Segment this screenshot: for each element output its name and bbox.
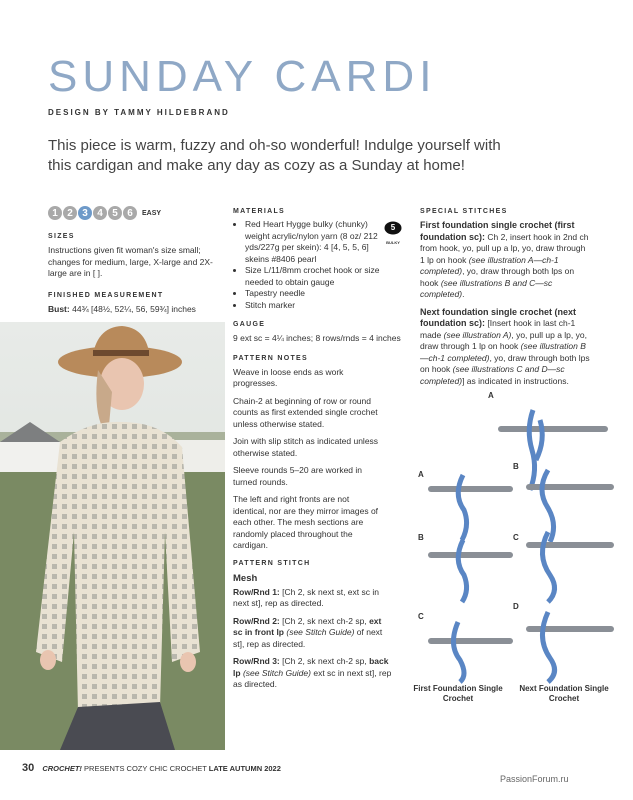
next-foundation-text — [420, 307, 590, 388]
row-2-label: Row/Rnd 2: — [233, 615, 280, 626]
first-foundation-e: . — [462, 289, 465, 299]
next-foundation-f: (see illustrations C and D—sc completed) — [420, 364, 565, 386]
row-3-text: [Ch 2, sk next ch-2 sp, — [282, 656, 367, 666]
note-item: Sleeve rounds 5–20 are worked in turned rounds. — [233, 465, 362, 487]
hook-shape — [526, 626, 614, 632]
stitch-illustrations — [408, 390, 618, 708]
materials-list — [233, 219, 387, 311]
page-number: 30 — [22, 762, 35, 774]
illus-label: B — [418, 533, 424, 542]
note-item: The left and right fronts are not identical, nor are they mirror images of each other. The mesh sections are randomly placed throughout the cardigan. — [233, 494, 379, 550]
yarn-weight-badge — [383, 221, 403, 245]
footer-issue: LATE AUTUMN 2022 — [208, 764, 281, 773]
cardigan-photo — [0, 322, 225, 750]
intro-paragraph: This piece is warm, fuzzy and oh-so wonderful! Indulge yourself with this cardigan and make any day as cozy as a Sunday at home! — [48, 137, 501, 174]
designer-byline: DESIGN BY TAMMY HILDEBRAND — [48, 108, 230, 117]
materials-section — [233, 208, 403, 697]
skill-level-6: 6 — [123, 206, 137, 220]
next-foundation-g: ] as indicated in instructions. — [462, 375, 569, 386]
hook-shape — [498, 426, 608, 432]
special-stitches-section — [420, 208, 590, 393]
notes-list — [233, 367, 381, 552]
illus-label: A — [418, 470, 424, 479]
caption-first-foundation: First Foundation Single Crochet — [413, 684, 503, 703]
hook-shape — [428, 486, 513, 492]
first-foundation-text — [420, 220, 590, 301]
row-1 — [233, 587, 393, 610]
page-title: SUNDAY CARDI — [48, 52, 437, 101]
yarn-shape — [458, 475, 466, 540]
crochet-diagrams — [408, 390, 618, 708]
row-3 — [233, 656, 393, 691]
next-foundation-c: , yo, pull up a lp, yo, draw through 1 lp on hook — [420, 329, 587, 351]
bust-value: 44¾ [48½, 52¼, 56, 59¾] inches — [72, 303, 196, 314]
illus-label: B — [513, 462, 519, 471]
row-3-end: ext sc in next st], rep as directed. — [233, 667, 392, 689]
gauge-heading: GAUGE — [233, 321, 266, 328]
yarn-weight-label: BULKY — [386, 240, 400, 245]
watermark: PassionForum.ru — [500, 774, 569, 784]
yarn-shape — [458, 540, 466, 602]
caption-next-foundation: Next Foundation Single Crochet — [519, 684, 609, 703]
gauge-text: 9 ext sc = 4¼ inches; 8 rows/rnds = 4 inches — [233, 333, 401, 343]
notes-heading: PATTERN NOTES — [233, 354, 308, 362]
skill-level-1: 1 — [48, 206, 62, 220]
row-2-bold: ext sc in front lp — [233, 615, 382, 637]
yarn-weight-number: 5 — [390, 223, 396, 232]
row-3-italic: (see Stitch Guide) — [242, 667, 311, 678]
row-3-bold: back lp — [233, 656, 389, 678]
hook-shape — [428, 638, 513, 644]
illus-label: A — [488, 391, 494, 400]
list-item: • Stitch marker — [245, 300, 387, 312]
row-2-end: of next st], rep as directed. — [233, 627, 383, 649]
row-3-label: Row/Rnd 3: — [233, 656, 280, 666]
sizes-heading: SIZES — [48, 233, 75, 240]
row-2-text: [Ch 2, sk next ch-2 sp, — [282, 615, 367, 626]
row-2-italic: (see Stitch Guide) — [286, 627, 355, 637]
skill-level-label: EASY — [142, 209, 162, 217]
page-footer — [22, 762, 281, 774]
mesh-title: Mesh — [233, 572, 258, 584]
hook-shape — [526, 484, 614, 490]
skill-level-2: 2 — [63, 206, 77, 220]
hook-shape — [428, 552, 513, 558]
sizes-text: Instructions given fit woman's size small; changes for medium, large, X-large and 2X-large are in [ ]. — [48, 245, 213, 278]
next-foundation-title: Next foundation single crochet (next foundation sc): — [420, 306, 577, 328]
first-foundation-a: Ch 2, insert hook in 2nd ch from hook, yo, pull up a lp, yo, draw through 1 lp on hook — [420, 231, 589, 265]
yarn-shape — [453, 622, 464, 682]
first-foundation-d: (see illustrations B and C—sc completed) — [420, 277, 553, 299]
yarn-shape — [542, 612, 554, 682]
note-item: Join with slip stitch as indicated unless otherwise stated. — [233, 436, 379, 458]
first-foundation-title: First foundation single crochet (first foundation sc): — [420, 220, 575, 242]
finished-heading: FINISHED MEASUREMENT — [48, 291, 164, 299]
special-heading: SPECIAL STITCHES — [420, 208, 508, 215]
note-item: Weave in loose ends as work progresses. — [233, 366, 344, 388]
yarn-shape — [529, 410, 534, 490]
yarn-shape — [542, 470, 554, 542]
first-foundation-c: , yo, draw through both lps on hook — [420, 266, 575, 288]
row-1-text: [Ch 2, sk next st, ext sc in next st], rep as directed. — [233, 586, 379, 608]
first-foundation-b: (see illustration A—ch-1 completed) — [420, 254, 559, 276]
next-foundation-e: , yo, draw through both lps on hook — [420, 352, 590, 374]
list-item: • Size L/11/8mm crochet hook or size needed to obtain gauge — [245, 265, 387, 288]
row-2 — [233, 616, 393, 651]
footer-brand: CROCHET! — [42, 764, 82, 773]
list-item: • Tapestry needle — [245, 288, 387, 300]
list-item: • Red Heart Hygge bulky (chunky) weight acrylic/nylon yarn (8 oz/ 212 yds/227g per skein): 4 [4, 5, 5, 6] skeins #8406 pearl — [245, 219, 387, 265]
next-foundation-a: [Insert hook in last ch-1 made — [420, 318, 576, 340]
next-foundation-d: (see illustration B—ch-1 completed) — [420, 341, 586, 363]
hook-shape — [526, 542, 614, 548]
skill-level-5: 5 — [108, 206, 122, 220]
illus-label: C — [418, 612, 424, 621]
footer-title: PRESENTS COZY CHIC CROCHET — [84, 764, 207, 773]
materials-heading: MATERIALS — [233, 208, 286, 215]
sizes-section — [48, 233, 213, 315]
pattern-stitch-heading: PATTERN STITCH — [233, 559, 311, 567]
note-item: Chain-2 at beginning of row or round counts as first extended single crochet unless otherwise stated. — [233, 395, 378, 429]
skill-level-indicator — [48, 206, 161, 220]
illus-label: C — [513, 533, 519, 542]
skill-level-4: 4 — [93, 206, 107, 220]
illus-label: D — [513, 602, 519, 611]
row-1-label: Row/Rnd 1: — [233, 586, 280, 597]
next-foundation-b: (see illustration A) — [443, 329, 512, 340]
finished-text — [48, 304, 213, 316]
skill-level-3: 3 — [78, 206, 92, 220]
bust-label: Bust: — [48, 303, 70, 314]
